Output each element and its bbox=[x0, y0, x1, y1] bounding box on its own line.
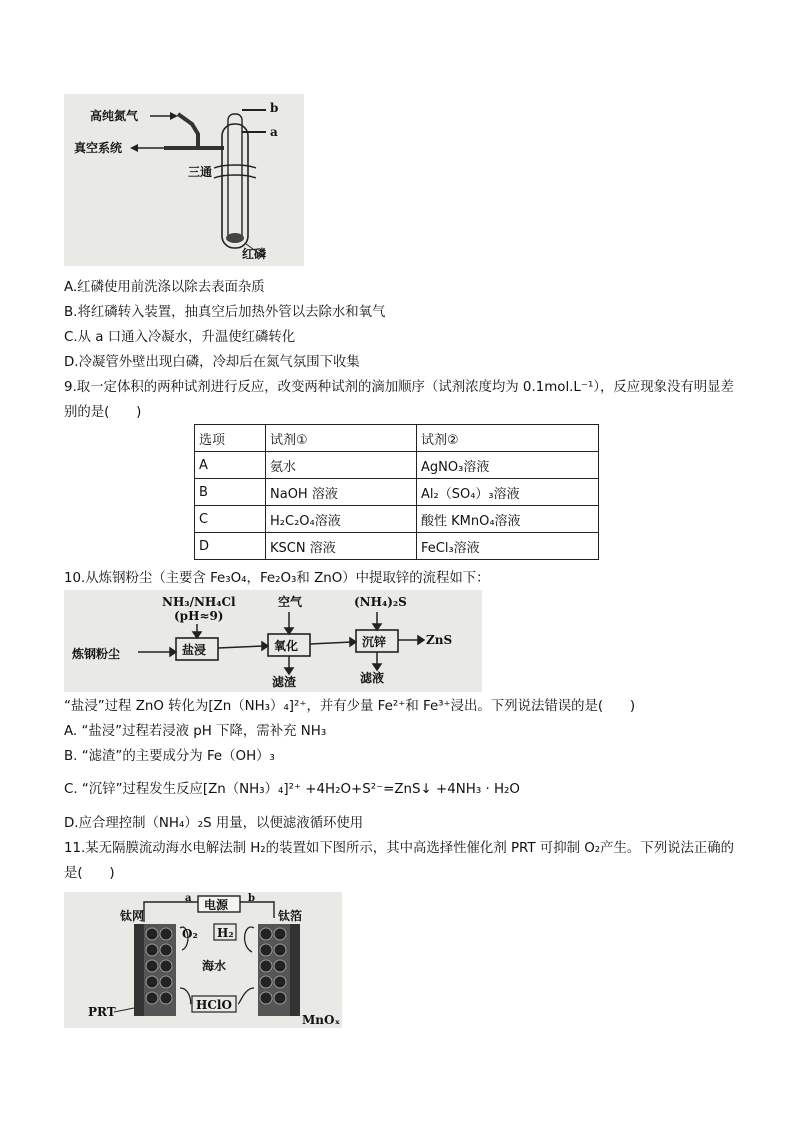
product-zns: ZnS bbox=[426, 633, 453, 647]
q9-stem: 9.取一定体积的两种试剂进行反应，改变两种试剂的滴加顺序（试剂浓度均为 0.1mol.L⁻¹），反应现象没有明显差别的是( ) bbox=[64, 380, 734, 420]
q10-intro: “盐浸”过程 ZnO 转化为[Zn（NH₃）₄]²⁺，并有少量 Fe²⁺和 Fe³⁺浸出。下列说法错误的是( ) bbox=[64, 699, 636, 714]
inlet-arrowhead bbox=[170, 112, 178, 120]
step-salt-leach: 盐浸 bbox=[182, 643, 207, 657]
arrowhead-filtrate bbox=[373, 664, 381, 670]
vacuum-arrowhead bbox=[130, 144, 138, 152]
header-option: 选项 bbox=[195, 425, 266, 452]
table-row bbox=[195, 452, 599, 479]
q8-option-b: B.将红磷转入装置，抽真空后加热外管以去除水和氧气 bbox=[64, 305, 386, 320]
o2-label: O₂ bbox=[182, 927, 198, 941]
q10-option-b: B. “滤渣”的主要成分为 Fe（OH）₃ bbox=[64, 749, 275, 764]
mnox-label: MnOₓ bbox=[302, 1013, 341, 1027]
row-option: A bbox=[195, 452, 266, 479]
row-reagent-1: 氨水 bbox=[266, 452, 417, 479]
arrowhead-air bbox=[285, 628, 293, 634]
arrowhead-residue bbox=[285, 668, 293, 674]
row-option: C bbox=[195, 506, 266, 533]
q10-stem: 10.从炼钢粉尘（主要含 Fe₃O₄，Fe₂O₃和 ZnO）中提取锌的流程如下： bbox=[64, 571, 490, 586]
seawater-label: 海水 bbox=[202, 959, 227, 973]
right-electrode-plate bbox=[290, 924, 300, 1016]
header-reagent-2: 试剂② bbox=[417, 425, 599, 452]
wire-right bbox=[236, 902, 274, 918]
q9-table bbox=[194, 424, 599, 560]
flow-start-dust: 炼钢粉尘 bbox=[72, 647, 121, 661]
filtrate-label: 滤液 bbox=[360, 671, 385, 685]
q8-option-d: D.冷凝管外壁出现白磷，冷却后在氮气氛围下收集 bbox=[64, 355, 360, 370]
q10-option-a: A. “盐浸”过程若浸液 pH 下降，需补充 NH₃ bbox=[64, 724, 327, 739]
h2-label: H₂ bbox=[217, 926, 234, 940]
heating-coil bbox=[214, 165, 256, 178]
arrow-h2 bbox=[245, 927, 254, 952]
inlet-tube bbox=[178, 114, 198, 146]
q10-option-c: C. “沉锌”过程发生反应[Zn（NH₃）₄]²⁺ +4H₂O+S²⁻=ZnS↓ +4NH₃ · H₂O bbox=[64, 782, 520, 797]
arrowhead-reagent3 bbox=[373, 624, 381, 630]
arrow-hclo-left bbox=[180, 988, 191, 1004]
step-oxidation: 氧化 bbox=[274, 639, 299, 653]
power-supply-label: 电源 bbox=[204, 898, 229, 912]
q10-option-d: D.应合理控制（NH₄）₂S 用量，以便滤液循环使用 bbox=[64, 816, 364, 831]
label-three-way-valve: 三通 bbox=[188, 165, 213, 179]
apparatus-figure bbox=[64, 94, 304, 266]
outer-tube bbox=[222, 124, 248, 248]
q8-option-a: A.红磷使用前洗涤以除去表面杂质 bbox=[64, 280, 265, 295]
prt-pointer bbox=[114, 1008, 134, 1012]
step-zinc-precipitation: 沉锌 bbox=[362, 635, 387, 649]
row-reagent-1: H₂C₂O₄溶液 bbox=[266, 506, 417, 533]
table-header-row bbox=[195, 425, 599, 452]
q8-option-c: C.从 a 口通入冷凝水，升温使红磷转化 bbox=[64, 330, 296, 345]
reagent-ph: (pH≈9) bbox=[174, 609, 224, 623]
row-reagent-2: FeCl₃溶液 bbox=[417, 533, 599, 560]
arrowhead-to-oxidation bbox=[262, 642, 268, 650]
titanium-mesh-label: 钛网 bbox=[120, 909, 145, 923]
table-row bbox=[195, 533, 599, 560]
residue-label: 滤渣 bbox=[272, 675, 297, 689]
reagent-air: 空气 bbox=[278, 595, 303, 609]
label-port-b: b bbox=[270, 101, 279, 115]
label-port-a: a bbox=[270, 125, 278, 139]
arrow-hclo-right bbox=[238, 988, 254, 1004]
label-high-purity-nitrogen: 高纯氮气 bbox=[90, 109, 139, 123]
arrow-to-precipitation bbox=[310, 642, 352, 644]
red-phosphorus-sample bbox=[226, 233, 244, 243]
q11-stem: 11.某无隔膜流动海水电解法制 H₂的装置如下图所示，其中高选择性催化剂 PRT 可抑制 O₂产生。下列说法正确的是( ) bbox=[64, 841, 735, 881]
zinc-flow-diagram bbox=[64, 590, 482, 692]
row-reagent-2: AgNO₃溶液 bbox=[417, 452, 599, 479]
left-electrode-plate bbox=[134, 924, 144, 1016]
arrowhead-to-product bbox=[418, 636, 424, 644]
label-vacuum-system: 真空系统 bbox=[74, 141, 123, 155]
table-row bbox=[195, 479, 599, 506]
arrowhead-reagent1 bbox=[193, 632, 201, 638]
reagent-nh3-nh4cl: NH₃/NH₄Cl bbox=[162, 595, 236, 609]
electrolysis-figure bbox=[64, 892, 342, 1028]
terminal-a-label: a bbox=[185, 893, 192, 904]
titanium-foil-label: 钛箔 bbox=[278, 909, 303, 923]
table-row bbox=[195, 506, 599, 533]
row-reagent-1: KSCN 溶液 bbox=[266, 533, 417, 560]
row-reagent-2: Al₂（SO₄）₃溶液 bbox=[417, 479, 599, 506]
row-reagent-2: 酸性 KMnO₄溶液 bbox=[417, 506, 599, 533]
row-option: D bbox=[195, 533, 266, 560]
arrowhead-to-precipitation bbox=[350, 638, 356, 646]
hclo-label: HClO bbox=[196, 998, 232, 1012]
inner-condenser bbox=[228, 114, 242, 242]
arrow-to-oxidation bbox=[218, 646, 264, 648]
header-reagent-1: 试剂① bbox=[266, 425, 417, 452]
row-option: B bbox=[195, 479, 266, 506]
prt-label: PRT bbox=[88, 1005, 116, 1019]
reagent-ammonium-sulfide: (NH₄)₂S bbox=[354, 595, 407, 609]
row-reagent-1: NaOH 溶液 bbox=[266, 479, 417, 506]
wire-left bbox=[144, 902, 202, 922]
arrowhead-to-leach bbox=[170, 648, 176, 656]
terminal-b-label: b bbox=[248, 893, 255, 904]
label-red-phosphorus: 红磷 bbox=[242, 247, 267, 261]
